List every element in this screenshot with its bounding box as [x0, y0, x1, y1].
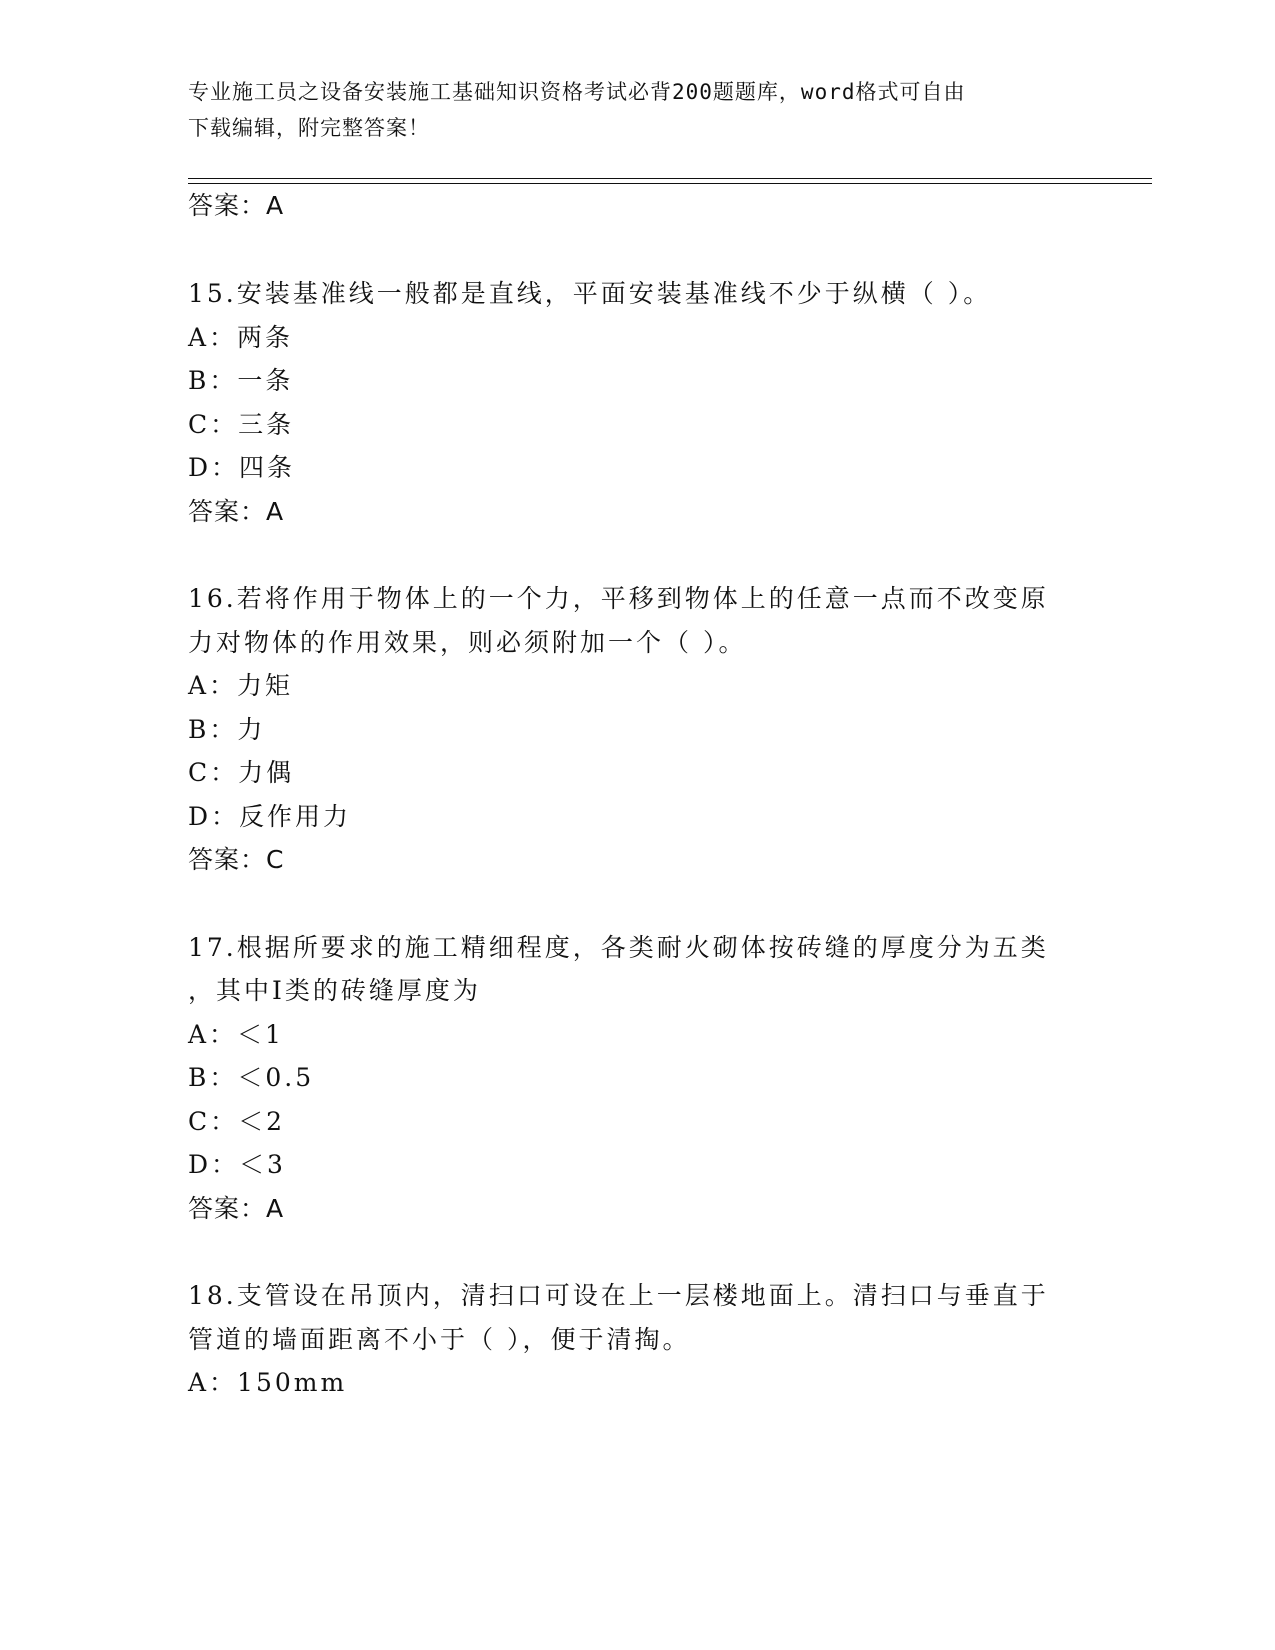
question-17-option-b: B：＜0.5 [188, 1063, 315, 1092]
question-17-option-c: C：＜2 [188, 1107, 286, 1136]
question-17-stem-line-2: ，其中Ⅰ类的砖缝厚度为 [188, 976, 481, 1005]
question-16-option-c: C：力偶 [188, 758, 295, 787]
question-17-answer: 答案：A [188, 1194, 285, 1223]
question-16-option-d: D：反作用力 [188, 802, 352, 831]
header-divider-bottom [188, 183, 1152, 184]
header-line-2: 下载编辑，附完整答案！ [188, 116, 430, 140]
question-17-option-a: A：＜1 [188, 1020, 284, 1049]
question-15-option-b: B：一条 [188, 366, 294, 395]
question-15-option-d: D：四条 [188, 453, 296, 482]
question-16-option-a: A：力矩 [188, 671, 294, 700]
question-16-option-b: B：力 [188, 715, 266, 744]
question-15-option-c: C：三条 [188, 410, 295, 439]
question-15-answer: 答案：A [188, 497, 285, 526]
question-18-stem-line-1: 18.支管设在吊顶内，清扫口可设在上一层楼地面上。清扫口与垂直于 [188, 1281, 1049, 1310]
question-16-stem-line-1: 16.若将作用于物体上的一个力，平移到物体上的任意一点而不改变原 [188, 584, 1049, 613]
previous-answer: 答案：A [188, 191, 285, 220]
question-15-stem: 15.安装基准线一般都是直线，平面安装基准线不少于纵横（ ）。 [188, 279, 992, 308]
question-17-stem-line-1: 17.根据所要求的施工精细程度，各类耐火砌体按砖缝的厚度分为五类 [188, 933, 1049, 962]
question-18-option-a: A：150mm [188, 1368, 348, 1397]
question-16-stem-line-2: 力对物体的作用效果，则必须附加一个（ ）。 [188, 628, 747, 657]
header-divider-top [188, 178, 1152, 179]
document-header [188, 74, 1068, 146]
question-15-option-a: A：两条 [188, 323, 294, 352]
header-line-1: 专业施工员之设备安装施工基础知识资格考试必背200题题库，word格式可自由 [188, 80, 966, 104]
question-17-option-d: D：＜3 [188, 1150, 286, 1179]
question-16-answer: 答案：C [188, 845, 285, 874]
question-18-stem-line-2: 管道的墙面距离不小于（ ），便于清掏。 [188, 1325, 691, 1354]
